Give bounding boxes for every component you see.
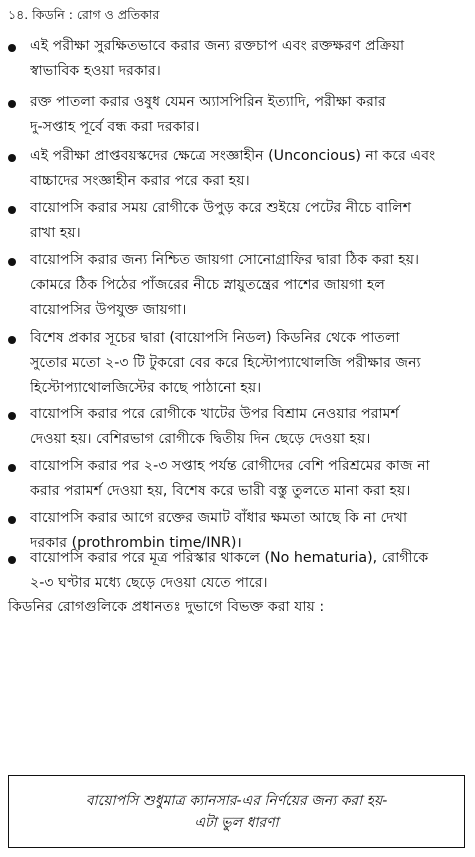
bullet-text <box>30 144 470 194</box>
bullet-line: বাচ্চাদের সংজ্ঞাহীন করার পরে করা হয়। <box>30 173 250 189</box>
bullet-line: বায়োপসি করার আগে রক্তের জমাট বাঁধার ক্ষমতা আছে কি না দেখা <box>30 510 408 526</box>
bullet-line: কোমরে ঠিক পিঠের পাঁজরের নীচে স্নায়ুতন্ত্রের পাশের জায়গা হল <box>30 277 385 293</box>
bullet-text <box>30 34 470 84</box>
bullet-line: এই পরীক্ষা সুরক্ষিতভাবে করার জন্য রক্তচাপ এবং রক্তক্ষরণ প্রক্রিয়া <box>30 38 405 54</box>
bullet-text <box>30 402 470 452</box>
bullet-dot <box>8 258 16 266</box>
bullet-text <box>30 196 470 246</box>
bullet-line: স্বাভাবিক হওয়া দরকার। <box>30 63 161 79</box>
callout-line-2: এটা ভুল ধারণা <box>194 814 279 831</box>
bullet-dot <box>8 412 16 420</box>
bullet-dot <box>8 464 16 472</box>
bullet-dot <box>8 206 16 214</box>
bullet-dot <box>8 516 16 524</box>
bullet-line: বিশেষ প্রকার সূচের দ্বারা (বায়োপসি নিডল) কিডনির থেকে পাতলা <box>30 330 400 346</box>
bullet-dot <box>8 100 16 108</box>
bullet-text <box>30 546 470 596</box>
bullet-line: দেওয়া হয়। বেশিরভাগ রোগীকে দ্বিতীয় দিন ছেড়ে দেওয়া হয়। <box>30 431 371 447</box>
bullet-dot <box>8 44 16 52</box>
callout-box <box>8 775 465 848</box>
bullet-line: করার পরামর্শ দেওয়া হয়, বিশেষ করে ভারী বস্তু তুলতে মানা করা হয়। <box>30 483 411 499</box>
bullet-dot <box>8 556 16 564</box>
closing-sentence: কিডনির রোগগুলিকে প্রধানতঃ দুভাগে বিভক্ত করা যায় : <box>8 599 325 615</box>
bullet-dot <box>8 154 16 162</box>
bullet-line: দু-সপ্তাহ পূর্বে বন্ধ করা দরকার। <box>30 119 200 135</box>
bullet-line: বায়োপসি করার পরে মূত্র পরিস্কার থাকলে (No hematuria), রোগীকে <box>30 550 429 566</box>
bullet-line: বায়োপসি করার পরে রোগীকে খাটের উপর বিশ্রাম নেওয়ার পরামর্শ <box>30 406 399 422</box>
bullet-line: হিস্টোপ্যাথোলজিস্টের কাছে পাঠানো হয়। <box>30 380 262 396</box>
bullet-line: দরকার (prothrombin time/INR)। <box>30 535 242 551</box>
callout-line-1: বায়োপসি শুধুমাত্র ক্যানসার-এর নির্ণয়ের জন্য করা হয়- <box>85 792 388 809</box>
bullet-line: বায়োপসি করার জন্য নিশ্চিত জায়গা সোনোগ্রাফির দ্বারা ঠিক করা হয়। <box>30 252 420 268</box>
bullet-line: বায়োপসি করার পর ২-৩ সপ্তাহ পর্যন্ত রোগীদের বেশি পরিশ্রমের কাজ না <box>30 458 430 474</box>
bullet-line: বায়োপসি করার সময় রোগীকে উপুড় করে শুইয়ে পেটের নীচে বালিশ <box>30 200 412 216</box>
bullet-text <box>30 326 470 401</box>
bullet-line: বায়োপসির উপযুক্ত জায়গা। <box>30 302 187 318</box>
bullet-line: সুতোর মতো ২-৩ টি টুকরো বের করে হিস্টোপ্যাথোলজি পরীক্ষার জন্য <box>30 355 421 371</box>
bullet-line: রাখা হয়। <box>30 225 81 241</box>
bullet-dot <box>8 336 16 344</box>
bullet-text <box>30 454 470 504</box>
bullet-line: এই পরীক্ষা প্রাপ্তবয়স্কদের ক্ষেত্রে সংজ্ঞাহীন (Unconcious) না করে এবং <box>30 148 436 164</box>
bullet-line: রক্ত পাতলা করার ওষুধ যেমন অ্যাসপিরিন ইত্যাদি, পরীক্ষা করার <box>30 94 386 110</box>
bullet-text <box>30 90 470 140</box>
bullet-line: ২-৩ ঘণ্টার মধ্যে ছেড়ে দেওয়া যেতে পারে। <box>30 575 268 591</box>
bullet-text <box>30 248 470 323</box>
chapter-header: ১৪. কিডনি : রোগ ও প্রতিকার <box>8 7 160 22</box>
